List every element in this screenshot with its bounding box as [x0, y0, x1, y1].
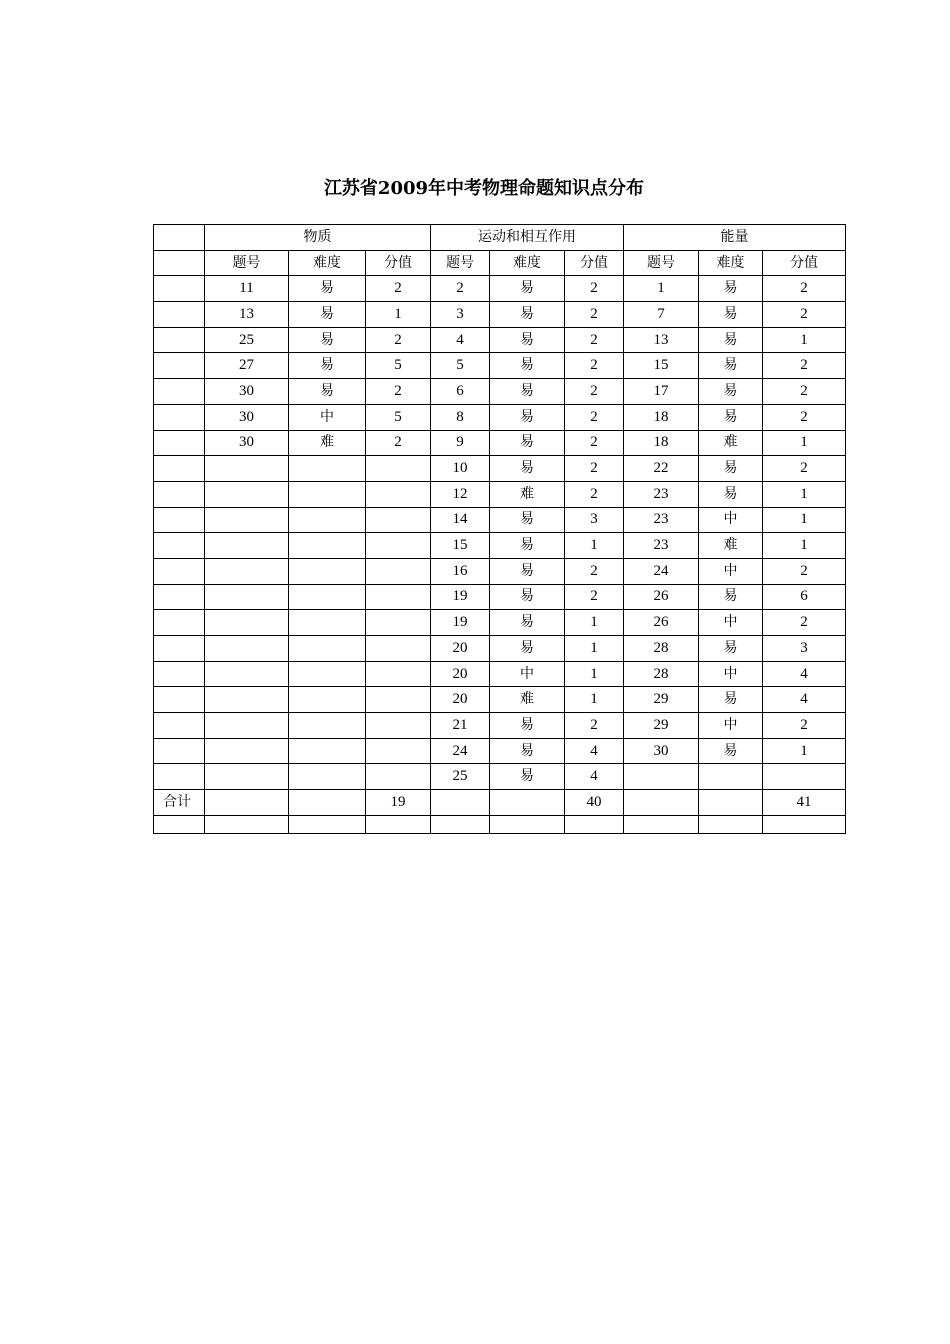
matter-difficulty-cell: 易 [289, 276, 366, 302]
energy-score-cell [763, 815, 846, 833]
motion-score-cell: 2 [565, 379, 624, 405]
energy-score-cell: 2 [763, 404, 846, 430]
motion-score-cell: 2 [565, 558, 624, 584]
energy-score-cell: 4 [763, 687, 846, 713]
table-row [154, 533, 846, 559]
energy-difficulty-cell: 中 [699, 610, 763, 636]
matter-difficulty-cell [289, 815, 366, 833]
row-label-cell [154, 533, 205, 559]
motion-difficulty-cell: 易 [490, 507, 565, 533]
energy-score-cell [763, 764, 846, 790]
matter-score-cell [366, 713, 431, 739]
table-row [154, 738, 846, 764]
motion-score-cell: 1 [565, 636, 624, 662]
energy-score-cell: 6 [763, 584, 846, 610]
row-label-cell [154, 764, 205, 790]
row-label-cell [154, 456, 205, 482]
table-row [154, 636, 846, 662]
subheader-number: 题号 [624, 250, 699, 276]
subheader-difficulty: 难度 [699, 250, 763, 276]
energy-number-cell: 7 [624, 302, 699, 328]
row-label-cell [154, 610, 205, 636]
energy-number-cell: 23 [624, 481, 699, 507]
matter-number-cell [205, 636, 289, 662]
table-row [154, 661, 846, 687]
row-label-cell [154, 327, 205, 353]
energy-number-cell: 29 [624, 713, 699, 739]
matter-score-cell: 1 [366, 302, 431, 328]
table-row [154, 430, 846, 456]
table-row [154, 584, 846, 610]
energy-difficulty-cell: 易 [699, 327, 763, 353]
matter-number-cell [205, 456, 289, 482]
group-header-row [154, 225, 846, 251]
table-row [154, 404, 846, 430]
motion-score-cell: 2 [565, 327, 624, 353]
motion-difficulty-cell: 中 [490, 661, 565, 687]
row-label-cell [154, 713, 205, 739]
energy-score-cell: 2 [763, 302, 846, 328]
table-row [154, 713, 846, 739]
energy-score-cell: 1 [763, 430, 846, 456]
motion-difficulty-cell: 易 [490, 533, 565, 559]
matter-difficulty-cell: 易 [289, 353, 366, 379]
motion-score-cell: 4 [565, 738, 624, 764]
energy-number-cell: 17 [624, 379, 699, 405]
motion-score-cell: 2 [565, 481, 624, 507]
matter-number-cell [205, 687, 289, 713]
matter-difficulty-cell: 易 [289, 327, 366, 353]
matter-difficulty-cell: 易 [289, 379, 366, 405]
motion-score-cell: 3 [565, 507, 624, 533]
motion-difficulty-cell: 易 [490, 353, 565, 379]
table-row [154, 327, 846, 353]
matter-difficulty-cell: 易 [289, 302, 366, 328]
matter-difficulty-cell [289, 790, 366, 816]
row-label-cell [154, 738, 205, 764]
motion-number-cell: 21 [431, 713, 490, 739]
motion-difficulty-cell: 易 [490, 610, 565, 636]
motion-score-cell: 2 [565, 584, 624, 610]
group-header-matter: 物质 [205, 225, 431, 251]
motion-number-cell: 9 [431, 430, 490, 456]
subheader-row [154, 250, 846, 276]
motion-number-cell: 15 [431, 533, 490, 559]
motion-difficulty-cell: 易 [490, 738, 565, 764]
energy-number-cell: 22 [624, 456, 699, 482]
energy-number-cell: 15 [624, 353, 699, 379]
motion-number-cell: 19 [431, 584, 490, 610]
matter-number-cell: 27 [205, 353, 289, 379]
energy-difficulty-cell [699, 764, 763, 790]
motion-difficulty-cell [490, 790, 565, 816]
matter-difficulty-cell [289, 507, 366, 533]
table-row [154, 276, 846, 302]
subheader-score: 分值 [565, 250, 624, 276]
motion-difficulty-cell: 易 [490, 558, 565, 584]
motion-score-cell: 2 [565, 713, 624, 739]
energy-number-cell [624, 790, 699, 816]
energy-score-cell: 1 [763, 481, 846, 507]
energy-difficulty-cell: 易 [699, 636, 763, 662]
matter-number-cell [205, 610, 289, 636]
row-label-cell [154, 636, 205, 662]
energy-number-cell: 28 [624, 661, 699, 687]
energy-score-cell: 1 [763, 533, 846, 559]
motion-number-cell: 5 [431, 353, 490, 379]
matter-number-cell [205, 815, 289, 833]
motion-difficulty-cell: 难 [490, 481, 565, 507]
table-row [154, 302, 846, 328]
matter-difficulty-cell [289, 738, 366, 764]
matter-score-cell [366, 507, 431, 533]
energy-score-cell: 2 [763, 456, 846, 482]
row-label-cell [154, 815, 205, 833]
motion-score-cell [565, 815, 624, 833]
subheader-score: 分值 [763, 250, 846, 276]
matter-number-cell: 13 [205, 302, 289, 328]
matter-number-cell: 30 [205, 379, 289, 405]
row-label-cell [154, 404, 205, 430]
motion-score-cell: 2 [565, 430, 624, 456]
motion-score-cell: 2 [565, 404, 624, 430]
table-row [154, 687, 846, 713]
motion-difficulty-cell: 易 [490, 584, 565, 610]
energy-score-cell: 1 [763, 327, 846, 353]
row-label-cell: 合计 [154, 790, 205, 816]
energy-difficulty-cell: 易 [699, 302, 763, 328]
energy-difficulty-cell [699, 815, 763, 833]
energy-difficulty-cell [699, 790, 763, 816]
energy-number-cell: 28 [624, 636, 699, 662]
subheader-corner-cell [154, 250, 205, 276]
motion-difficulty-cell: 易 [490, 327, 565, 353]
subheader-difficulty: 难度 [490, 250, 565, 276]
motion-score-cell: 4 [565, 764, 624, 790]
energy-number-cell: 23 [624, 533, 699, 559]
matter-difficulty-cell: 中 [289, 404, 366, 430]
matter-score-cell [366, 481, 431, 507]
matter-number-cell [205, 738, 289, 764]
energy-score-cell: 2 [763, 558, 846, 584]
motion-number-cell: 4 [431, 327, 490, 353]
energy-difficulty-cell: 难 [699, 533, 763, 559]
matter-number-cell: 30 [205, 404, 289, 430]
matter-score-cell: 19 [366, 790, 431, 816]
matter-score-cell [366, 815, 431, 833]
matter-number-cell [205, 713, 289, 739]
energy-difficulty-cell: 易 [699, 379, 763, 405]
energy-difficulty-cell: 中 [699, 713, 763, 739]
matter-score-cell: 2 [366, 327, 431, 353]
table-row [154, 790, 846, 816]
matter-score-cell: 2 [366, 276, 431, 302]
subheader-score: 分值 [366, 250, 431, 276]
motion-number-cell: 24 [431, 738, 490, 764]
table-row [154, 815, 846, 833]
matter-difficulty-cell [289, 764, 366, 790]
energy-number-cell [624, 764, 699, 790]
matter-score-cell [366, 738, 431, 764]
motion-number-cell: 16 [431, 558, 490, 584]
matter-difficulty-cell [289, 533, 366, 559]
matter-score-cell: 5 [366, 404, 431, 430]
motion-number-cell: 10 [431, 456, 490, 482]
energy-score-cell: 2 [763, 713, 846, 739]
motion-number-cell: 20 [431, 687, 490, 713]
page-title: 江苏省2009年中考物理命题知识点分布 [323, 178, 645, 199]
matter-score-cell [366, 687, 431, 713]
energy-number-cell: 13 [624, 327, 699, 353]
energy-number-cell: 23 [624, 507, 699, 533]
matter-number-cell: 30 [205, 430, 289, 456]
motion-number-cell: 14 [431, 507, 490, 533]
matter-difficulty-cell [289, 661, 366, 687]
energy-number-cell: 24 [624, 558, 699, 584]
energy-difficulty-cell: 易 [699, 456, 763, 482]
matter-score-cell [366, 558, 431, 584]
row-label-cell [154, 661, 205, 687]
energy-score-cell: 2 [763, 353, 846, 379]
row-label-cell [154, 584, 205, 610]
energy-score-cell: 1 [763, 507, 846, 533]
motion-difficulty-cell: 易 [490, 430, 565, 456]
matter-score-cell [366, 764, 431, 790]
table-row [154, 507, 846, 533]
motion-difficulty-cell: 易 [490, 636, 565, 662]
energy-number-cell: 18 [624, 404, 699, 430]
motion-number-cell: 20 [431, 636, 490, 662]
matter-number-cell [205, 584, 289, 610]
matter-difficulty-cell [289, 584, 366, 610]
motion-number-cell: 3 [431, 302, 490, 328]
matter-difficulty-cell [289, 687, 366, 713]
matter-number-cell [205, 507, 289, 533]
energy-score-cell: 1 [763, 738, 846, 764]
subheader-number: 题号 [431, 250, 490, 276]
row-label-cell [154, 558, 205, 584]
matter-number-cell [205, 533, 289, 559]
motion-score-cell: 2 [565, 353, 624, 379]
matter-difficulty-cell [289, 481, 366, 507]
energy-difficulty-cell: 易 [699, 276, 763, 302]
table-row [154, 558, 846, 584]
table-row [154, 379, 846, 405]
table-row [154, 481, 846, 507]
energy-number-cell [624, 815, 699, 833]
motion-number-cell: 25 [431, 764, 490, 790]
matter-score-cell: 2 [366, 379, 431, 405]
energy-difficulty-cell: 易 [699, 481, 763, 507]
motion-score-cell: 2 [565, 456, 624, 482]
knowledge-distribution-table [153, 224, 846, 834]
row-label-cell [154, 687, 205, 713]
matter-difficulty-cell: 难 [289, 430, 366, 456]
group-header-energy: 能量 [624, 225, 846, 251]
energy-difficulty-cell: 易 [699, 687, 763, 713]
matter-difficulty-cell [289, 610, 366, 636]
row-label-cell [154, 507, 205, 533]
row-label-cell [154, 430, 205, 456]
motion-score-cell: 1 [565, 533, 624, 559]
matter-score-cell [366, 610, 431, 636]
motion-score-cell: 1 [565, 610, 624, 636]
matter-score-cell [366, 533, 431, 559]
motion-number-cell: 20 [431, 661, 490, 687]
energy-score-cell: 4 [763, 661, 846, 687]
energy-number-cell: 30 [624, 738, 699, 764]
energy-difficulty-cell: 中 [699, 661, 763, 687]
matter-number-cell [205, 558, 289, 584]
energy-score-cell: 2 [763, 276, 846, 302]
row-label-cell [154, 302, 205, 328]
row-label-cell [154, 379, 205, 405]
energy-number-cell: 26 [624, 584, 699, 610]
motion-difficulty-cell: 难 [490, 687, 565, 713]
energy-difficulty-cell: 易 [699, 353, 763, 379]
motion-number-cell: 6 [431, 379, 490, 405]
table-row [154, 353, 846, 379]
matter-difficulty-cell [289, 558, 366, 584]
energy-number-cell: 26 [624, 610, 699, 636]
energy-number-cell: 29 [624, 687, 699, 713]
motion-difficulty-cell: 易 [490, 302, 565, 328]
motion-number-cell: 2 [431, 276, 490, 302]
matter-score-cell: 2 [366, 430, 431, 456]
energy-difficulty-cell: 难 [699, 430, 763, 456]
motion-difficulty-cell: 易 [490, 456, 565, 482]
motion-number-cell [431, 815, 490, 833]
matter-number-cell [205, 764, 289, 790]
motion-score-cell: 1 [565, 687, 624, 713]
motion-number-cell: 12 [431, 481, 490, 507]
motion-difficulty-cell: 易 [490, 379, 565, 405]
row-label-cell [154, 481, 205, 507]
matter-score-cell [366, 636, 431, 662]
energy-number-cell: 1 [624, 276, 699, 302]
matter-number-cell: 11 [205, 276, 289, 302]
matter-difficulty-cell [289, 636, 366, 662]
matter-score-cell [366, 584, 431, 610]
motion-difficulty-cell: 易 [490, 764, 565, 790]
motion-score-cell: 1 [565, 661, 624, 687]
subheader-difficulty: 难度 [289, 250, 366, 276]
motion-difficulty-cell: 易 [490, 276, 565, 302]
energy-difficulty-cell: 易 [699, 584, 763, 610]
motion-number-cell: 19 [431, 610, 490, 636]
group-header-motion: 运动和相互作用 [431, 225, 624, 251]
energy-difficulty-cell: 易 [699, 738, 763, 764]
matter-number-cell: 25 [205, 327, 289, 353]
motion-difficulty-cell: 易 [490, 404, 565, 430]
matter-score-cell [366, 661, 431, 687]
matter-score-cell [366, 456, 431, 482]
energy-score-cell: 2 [763, 379, 846, 405]
energy-difficulty-cell: 中 [699, 558, 763, 584]
energy-difficulty-cell: 中 [699, 507, 763, 533]
table-row [154, 456, 846, 482]
energy-score-cell: 41 [763, 790, 846, 816]
row-label-cell [154, 276, 205, 302]
matter-number-cell [205, 790, 289, 816]
matter-number-cell [205, 661, 289, 687]
energy-score-cell: 2 [763, 610, 846, 636]
subheader-number: 题号 [205, 250, 289, 276]
motion-difficulty-cell [490, 815, 565, 833]
matter-number-cell [205, 481, 289, 507]
motion-number-cell: 8 [431, 404, 490, 430]
table-row [154, 610, 846, 636]
row-label-cell [154, 353, 205, 379]
motion-score-cell: 40 [565, 790, 624, 816]
matter-score-cell: 5 [366, 353, 431, 379]
energy-difficulty-cell: 易 [699, 404, 763, 430]
motion-number-cell [431, 790, 490, 816]
motion-difficulty-cell: 易 [490, 713, 565, 739]
energy-number-cell: 18 [624, 430, 699, 456]
corner-cell [154, 225, 205, 251]
motion-score-cell: 2 [565, 276, 624, 302]
energy-score-cell: 3 [763, 636, 846, 662]
table-row [154, 764, 846, 790]
matter-difficulty-cell [289, 713, 366, 739]
matter-difficulty-cell [289, 456, 366, 482]
motion-score-cell: 2 [565, 302, 624, 328]
